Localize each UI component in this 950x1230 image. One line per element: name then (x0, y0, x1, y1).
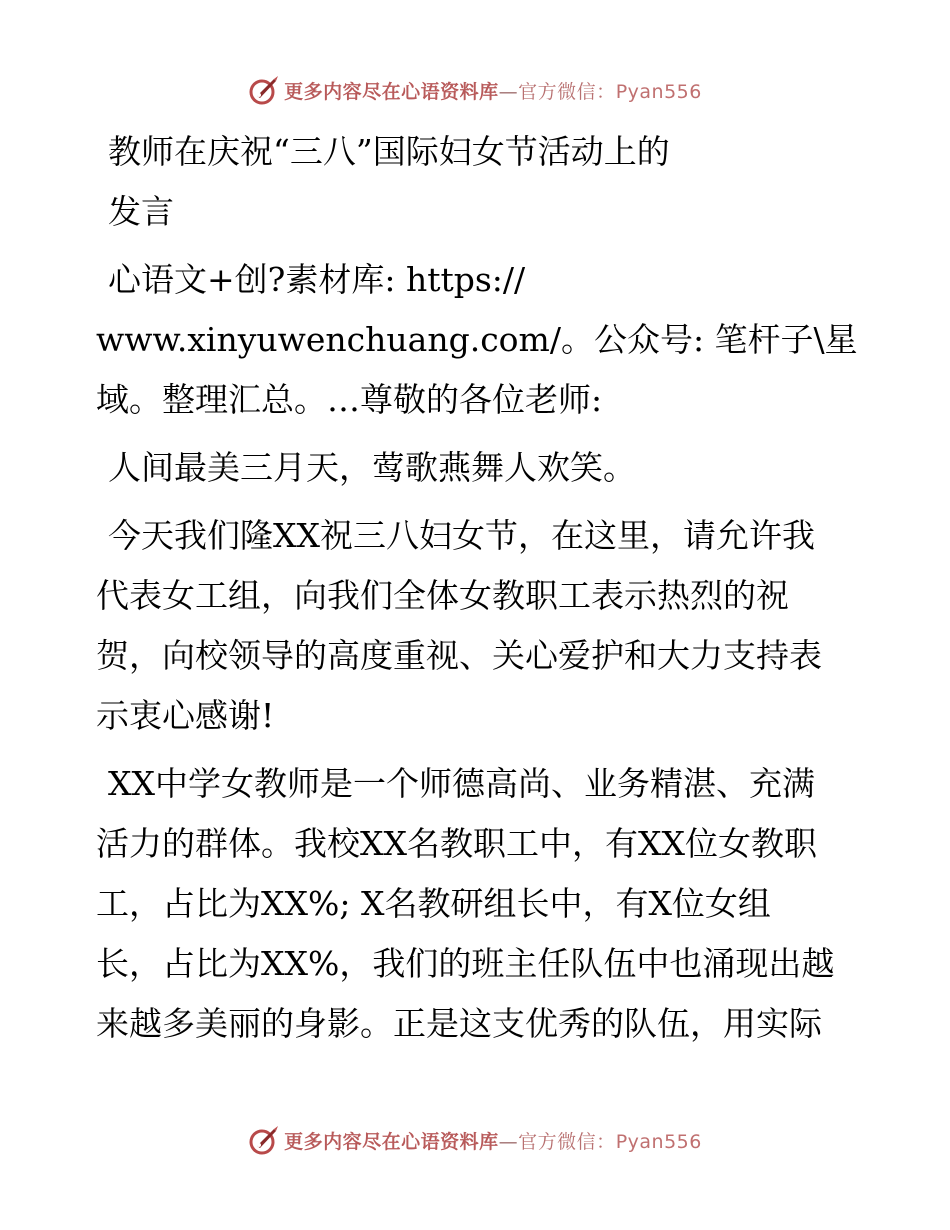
para2-line-1: 今天我们隆XX祝三八妇女节，在这里，请允许我 (108, 516, 815, 555)
para3-line-1: XX中学女教师是一个师德高尚、业务精湛、充满 (108, 764, 815, 803)
footer-banner-separator: — (498, 1130, 519, 1153)
header-banner-separator: — (498, 80, 519, 103)
intro-line-2: www.xinyuwenchuang.com/。公众号: 笔杆子\星 (96, 320, 858, 359)
footer-wechat-label: 官方微信： (518, 1130, 616, 1153)
header-banner-main: 更多内容尽在心语资料库 (284, 80, 499, 103)
header-wechat-label: 官方微信： (518, 80, 616, 103)
title-line-1: 教师在庆祝“三八”国际妇女节活动上的 (108, 132, 670, 171)
para1-line-1: 人间最美三月天，莺歌燕舞人欢笑。 (108, 448, 636, 487)
header-wechat-id: Pyan556 (615, 80, 702, 103)
para2-line-2: 代表女工组，向我们全体女教职工表示热烈的祝 (96, 576, 789, 615)
para3-line-5: 来越多美丽的身影。正是这支优秀的队伍，用实际 (96, 1004, 822, 1043)
footer-banner-text (284, 1127, 702, 1154)
para2-line-3: 贺，向校领导的高度重视、关心爱护和大力支持表 (96, 636, 822, 675)
header-banner-text (284, 77, 702, 104)
intro-line-3: 域。整理汇总。…尊敬的各位老师: (96, 380, 603, 419)
footer-wechat-id: Pyan556 (615, 1130, 702, 1153)
para2-line-4: 示衷心感谢! (96, 696, 275, 735)
header-banner (0, 70, 950, 110)
footer-banner-main: 更多内容尽在心语资料库 (284, 1130, 499, 1153)
para3-line-4: 长，占比为XX%，我们的班主任队伍中也涌现出越 (96, 944, 835, 983)
quill-logo-icon (248, 74, 280, 106)
footer-banner (0, 1120, 950, 1160)
para3-line-3: 工，占比为XX%; X名教研组长中，有X位女组 (96, 884, 771, 923)
title-line-2: 发言 (108, 192, 174, 231)
intro-line-1: 心语文+创?素材库: https:// (108, 260, 526, 299)
para3-line-2: 活力的群体。我校XX名教职工中，有XX位女教职 (96, 824, 817, 863)
quill-logo-icon (248, 1124, 280, 1156)
document-body (96, 122, 856, 1054)
